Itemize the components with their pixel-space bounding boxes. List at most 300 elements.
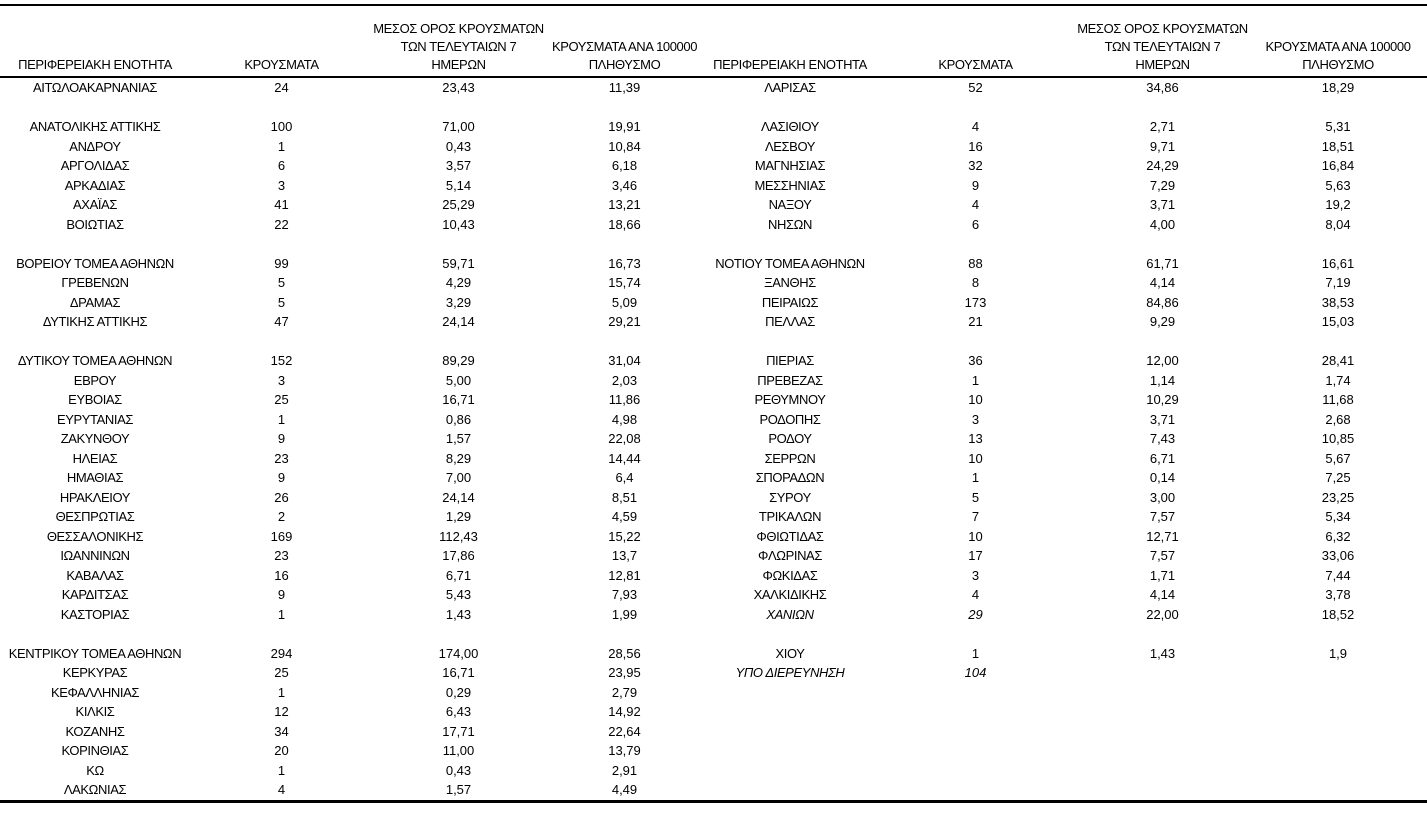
cases-cell: 13 (968, 431, 983, 446)
region-cell: ΚΟΖΑΝΗΣ (65, 723, 125, 739)
avg7-cell: 1,43 (1149, 645, 1176, 661)
per100k-cell: 22,08 (608, 431, 641, 446)
region-cell: ΣΥΡΟΥ (769, 489, 811, 505)
avg7-cell: 5,43 (445, 587, 472, 602)
per100k-cell: 11,68 (1322, 392, 1354, 407)
col-header-avg7-line1: ΜΕΣΟΣ ΟΡΟΣ ΚΡΟΥΣΜΑΤΩΝ (373, 21, 544, 36)
avg7-cell: 3,00 (1149, 489, 1176, 505)
cases-cell: 4 (277, 782, 286, 797)
region-cell: ΖΑΚΥΝΘΟΥ (60, 431, 130, 446)
cases-cell (190, 624, 373, 644)
cases-cell (875, 780, 1076, 800)
avg7-cell: 17,86 (442, 548, 475, 563)
bottom-rule (0, 800, 1427, 803)
avg7-cell (373, 98, 544, 118)
col-header-per100k-line2: ΠΛΗΘΥΣΜΟ (588, 57, 661, 72)
region-cell (705, 780, 875, 800)
per100k-cell: 8,04 (1325, 216, 1351, 232)
avg7-cell: 17,71 (442, 723, 475, 739)
per100k-cell (1249, 624, 1427, 644)
per100k-cell: 2,68 (1325, 411, 1351, 427)
avg7-cell (1076, 741, 1249, 761)
region-cell: ΚΕΝΤΡΙΚΟΥ ΤΟΜΕΑ ΑΘΗΝΩΝ (8, 645, 182, 661)
region-cell: ΙΩΑΝΝΙΝΩΝ (60, 548, 130, 563)
cases-cell (875, 234, 1076, 254)
cases-cell: 3 (971, 411, 980, 427)
region-cell (705, 702, 875, 722)
per100k-cell: 7,44 (1325, 567, 1351, 583)
avg7-cell: 4,14 (1149, 587, 1176, 602)
region-cell: ΛΑΡΙΣΑΣ (764, 80, 816, 95)
col-header-avg7-line2: ΤΩΝ ΤΕΛΕΥΤΑΙΩΝ 7 (400, 39, 517, 54)
avg7-cell: 24,14 (442, 314, 475, 329)
cases-cell: 100 (270, 119, 293, 134)
region-cell: ΞΑΝΘΗΣ (764, 275, 816, 290)
region-cell: ΣΠΟΡΑΔΩΝ (755, 470, 825, 485)
avg7-cell: 0,43 (445, 762, 472, 778)
region-cell: ΠΕΛΛΑΣ (765, 314, 815, 329)
avg7-cell: 1,71 (1149, 567, 1176, 583)
cases-cell: 6 (277, 158, 286, 173)
per100k-cell: 16,73 (608, 255, 641, 271)
region-cell: ΕΥΡΥΤΑΝΙΑΣ (56, 411, 134, 427)
cases-cell: 36 (968, 353, 983, 368)
avg7-cell: 1,57 (445, 431, 472, 446)
avg7-cell: 34,86 (1146, 80, 1179, 95)
cases-cell: 169 (270, 528, 293, 544)
avg7-cell: 1,29 (445, 509, 472, 524)
avg7-cell (373, 234, 544, 254)
per100k-cell: 6,32 (1325, 528, 1351, 544)
avg7-cell: 7,57 (1149, 509, 1176, 524)
cases-cell: 1 (277, 411, 286, 427)
cases-cell (875, 761, 1076, 781)
per100k-cell: 1,74 (1325, 372, 1351, 388)
table-header (0, 6, 1427, 76)
avg7-cell: 5,14 (445, 177, 472, 193)
avg7-cell: 16,71 (442, 665, 475, 680)
avg7-cell (1076, 761, 1249, 781)
cases-cell: 3 (277, 177, 286, 193)
col-header-per100k-line1: ΚΡΟΥΣΜΑΤΑ ΑΝΑ 100000 (1265, 39, 1411, 54)
col-header-avg7-line1: ΜΕΣΟΣ ΟΡΟΣ ΚΡΟΥΣΜΑΤΩΝ (1077, 21, 1248, 36)
col-header-avg7 (373, 20, 544, 76)
per100k-cell: 5,67 (1325, 450, 1351, 466)
cases-cell: 5 (277, 275, 286, 290)
per100k-cell (1249, 234, 1427, 254)
cases-cell: 6 (971, 216, 980, 232)
avg7-cell: 89,29 (442, 353, 475, 368)
per100k-cell: 5,09 (611, 294, 638, 310)
per100k-cell (1249, 683, 1427, 703)
avg7-cell (1076, 98, 1249, 118)
per100k-cell (1249, 663, 1427, 683)
avg7-cell: 6,43 (445, 704, 472, 719)
avg7-cell: 3,57 (445, 158, 472, 173)
avg7-cell: 10,43 (442, 216, 475, 232)
cases-cell: 25 (274, 665, 289, 680)
cases-cell (875, 722, 1076, 742)
cases-cell: 4 (971, 197, 980, 212)
cases-cell (875, 624, 1076, 644)
region-cell: ΣΕΡΡΩΝ (764, 450, 816, 466)
region-cell: ΧΑΝΙΩΝ (766, 606, 814, 622)
region-cell: ΑΡΓΟΛΙΔΑΣ (60, 158, 130, 173)
avg7-cell: 112,43 (439, 528, 478, 544)
avg7-cell: 0,29 (445, 684, 472, 700)
cases-cell: 23 (274, 548, 289, 563)
region-cell: ΝΗΣΩΝ (768, 216, 812, 232)
region-cell (0, 624, 190, 644)
cases-cell: 41 (274, 197, 289, 212)
avg7-cell: 1,57 (445, 782, 472, 797)
region-cell: ΜΑΓΝΗΣΙΑΣ (754, 158, 826, 173)
avg7-cell (1076, 702, 1249, 722)
per100k-cell: 2,03 (611, 372, 638, 388)
cases-cell: 34 (274, 723, 289, 739)
per100k-cell: 15,74 (608, 275, 641, 290)
region-cell: ΚΕΦΑΛΛΗΝΙΑΣ (50, 684, 140, 700)
per100k-cell: 3,46 (611, 177, 638, 193)
region-cell: ΠΡΕΒΕΖΑΣ (757, 372, 823, 388)
col-header-per100k (544, 38, 705, 76)
avg7-cell: 3,71 (1149, 411, 1176, 427)
per100k-cell (544, 234, 705, 254)
avg7-cell: 7,57 (1149, 548, 1176, 563)
region-cell: ΚΑΡΔΙΤΣΑΣ (61, 587, 129, 602)
cases-cell: 3 (971, 567, 980, 583)
cases-cell: 10 (968, 528, 983, 544)
per100k-cell: 4,49 (611, 782, 638, 797)
region-cell: ΡΟΔΟΥ (768, 431, 812, 446)
region-cell: ΚΕΡΚΥΡΑΣ (62, 665, 128, 680)
per100k-cell: 12,81 (608, 567, 641, 583)
region-cell: ΝΑΞΟΥ (768, 197, 812, 212)
per100k-cell: 29,21 (608, 314, 641, 329)
region-cell: ΘΕΣΣΑΛΟΝΙΚΗΣ (46, 528, 144, 544)
cases-cell: 1 (277, 762, 286, 778)
avg7-cell (1076, 624, 1249, 644)
per100k-cell: 13,79 (608, 743, 641, 758)
cases-cell: 7 (971, 509, 980, 524)
avg7-cell: 11,00 (442, 743, 475, 758)
region-cell: ΦΛΩΡΙΝΑΣ (758, 548, 822, 563)
per100k-cell: 18,51 (1321, 138, 1355, 154)
cases-cell: 9 (277, 587, 286, 602)
avg7-cell (1076, 332, 1249, 352)
region-cell (0, 332, 190, 352)
cases-cell: 29 (968, 606, 983, 622)
avg7-cell: 4,29 (445, 275, 472, 290)
avg7-cell: 0,86 (445, 411, 472, 427)
region-cell: ΒΟΙΩΤΙΑΣ (66, 216, 124, 232)
region-cell: ΔΥΤΙΚΗΣ ΑΤΤΙΚΗΣ (42, 314, 148, 329)
per100k-cell: 18,29 (1321, 80, 1355, 95)
cases-cell (875, 332, 1076, 352)
cases-cell: 16 (968, 138, 983, 154)
per100k-cell (1249, 741, 1427, 761)
avg7-cell: 0,14 (1149, 470, 1176, 485)
region-cell: ΕΥΒΟΙΑΣ (68, 392, 122, 407)
per100k-cell: 16,84 (1321, 158, 1355, 173)
cases-cell (190, 332, 373, 352)
per100k-cell: 13,21 (608, 197, 641, 212)
col-header-avg7-line3: ΗΜΕΡΩΝ (1135, 57, 1190, 72)
per100k-cell: 6,18 (611, 158, 638, 173)
region-cell: ΡΕΘΥΜΝΟΥ (754, 392, 826, 407)
col-header-cases (875, 56, 1076, 76)
per100k-cell: 15,03 (1321, 314, 1355, 329)
col-header-cases-label: ΚΡΟΥΣΜΑΤΑ (244, 57, 319, 72)
cases-cell: 26 (274, 489, 289, 505)
cases-cell: 47 (274, 314, 289, 329)
cases-cell: 21 (968, 314, 983, 329)
per100k-cell: 22,64 (608, 723, 641, 739)
cases-cell (875, 98, 1076, 118)
avg7-cell: 8,29 (445, 450, 472, 466)
col-header-region-label: ΠΕΡΙΦΕΡΕΙΑΚΗ ΕΝΟΤΗΤΑ (18, 57, 172, 72)
region-cell (705, 683, 875, 703)
per100k-cell: 28,41 (1321, 353, 1355, 368)
per100k-cell: 11,86 (608, 392, 641, 407)
per100k-cell: 28,56 (608, 645, 641, 661)
region-cell: ΦΘΙΩΤΙΔΑΣ (756, 528, 824, 544)
avg7-cell: 9,71 (1149, 138, 1176, 154)
avg7-cell: 9,29 (1149, 314, 1176, 329)
per100k-cell: 14,92 (608, 704, 641, 719)
cases-cell: 24 (274, 80, 289, 95)
avg7-cell (373, 332, 544, 352)
per100k-cell: 7,93 (611, 587, 638, 602)
per100k-cell: 4,98 (611, 411, 638, 427)
per100k-cell (1249, 780, 1427, 800)
avg7-cell: 1,43 (445, 606, 472, 622)
per100k-cell: 7,19 (1325, 275, 1351, 290)
cases-cell: 294 (270, 645, 293, 661)
per100k-cell: 5,34 (1325, 509, 1351, 524)
cases-cell: 99 (274, 255, 289, 271)
avg7-cell: 0,43 (445, 138, 472, 154)
per100k-cell (1249, 98, 1427, 118)
cases-cell: 1 (277, 138, 286, 154)
cases-cell: 2 (277, 509, 286, 524)
region-cell: ΦΩΚΙΔΑΣ (762, 567, 818, 583)
region-cell: ΚΙΛΚΙΣ (75, 704, 115, 719)
region-cell (705, 332, 875, 352)
per100k-cell: 16,61 (1321, 255, 1355, 271)
avg7-cell: 22,00 (1146, 606, 1179, 622)
avg7-cell: 3,71 (1149, 197, 1176, 212)
region-cell: ΒΟΡΕΙΟΥ ΤΟΜΕΑ ΑΘΗΝΩΝ (16, 255, 174, 271)
region-cell (705, 234, 875, 254)
region-cell: ΔΡΑΜΑΣ (69, 294, 121, 310)
avg7-cell: 24,14 (442, 489, 475, 505)
avg7-cell: 6,71 (1149, 450, 1176, 466)
avg7-cell: 12,00 (1146, 353, 1179, 368)
region-cell (705, 722, 875, 742)
cases-cell: 9 (277, 470, 286, 485)
col-header-region (0, 56, 190, 76)
cases-cell: 5 (971, 489, 980, 505)
per100k-cell (1249, 722, 1427, 742)
avg7-cell: 59,71 (442, 255, 475, 271)
per100k-cell: 15,22 (608, 528, 641, 544)
per100k-cell: 1,99 (611, 606, 638, 622)
avg7-cell (1076, 683, 1249, 703)
col-header-region-label: ΠΕΡΙΦΕΡΕΙΑΚΗ ΕΝΟΤΗΤΑ (713, 57, 867, 72)
region-cell: ΠΙΕΡΙΑΣ (766, 353, 814, 368)
per100k-cell: 1,9 (1328, 645, 1348, 661)
cases-cell: 1 (277, 606, 286, 622)
cases-cell: 10 (968, 450, 983, 466)
region-cell: ΗΜΑΘΙΑΣ (66, 470, 124, 485)
cases-cell: 16 (274, 567, 289, 583)
region-cell: ΗΛΕΙΑΣ (72, 450, 118, 466)
avg7-cell: 25,29 (442, 197, 475, 212)
avg7-cell: 174,00 (438, 645, 479, 661)
col-header-avg7-line2: ΤΩΝ ΤΕΛΕΥΤΑΙΩΝ 7 (1104, 39, 1221, 54)
region-cell: ΧΑΛΚΙΔΙΚΗΣ (753, 587, 827, 602)
col-header-avg7-line3: ΗΜΕΡΩΝ (431, 57, 486, 72)
avg7-cell: 71,00 (442, 119, 475, 134)
cases-cell: 152 (270, 353, 293, 368)
cases-cell: 1 (277, 684, 286, 700)
cases-cell: 9 (971, 177, 980, 193)
cases-cell: 104 (964, 665, 987, 680)
per100k-cell (1249, 332, 1427, 352)
avg7-cell: 4,00 (1149, 216, 1176, 232)
region-cell: ΚΟΡΙΝΘΙΑΣ (61, 743, 129, 758)
avg7-cell: 16,71 (442, 392, 475, 407)
cases-cell (875, 702, 1076, 722)
per100k-cell: 38,53 (1321, 294, 1355, 310)
per100k-cell: 10,84 (608, 138, 641, 154)
cases-cell: 9 (277, 431, 286, 446)
avg7-cell: 84,86 (1146, 294, 1179, 310)
cases-cell: 52 (968, 80, 983, 95)
region-cell: ΤΡΙΚΑΛΩΝ (758, 509, 822, 524)
col-header-per100k-line1: ΚΡΟΥΣΜΑΤΑ ΑΝΑ 100000 (551, 39, 698, 54)
per100k-cell: 18,52 (1321, 606, 1355, 622)
cases-cell: 25 (274, 392, 289, 407)
col-header-cases-label: ΚΡΟΥΣΜΑΤΑ (938, 57, 1013, 72)
col-header-per100k (1249, 38, 1427, 76)
per100k-cell (1249, 761, 1427, 781)
cases-cell (875, 683, 1076, 703)
avg7-cell (373, 624, 544, 644)
region-cell: ΘΕΣΠΡΩΤΙΑΣ (55, 509, 135, 524)
region-cell: ΗΡΑΚΛΕΙΟΥ (59, 489, 131, 505)
region-cell: ΝΟΤΙΟΥ ΤΟΜΕΑ ΑΘΗΝΩΝ (715, 255, 865, 271)
region-cell: ΡΟΔΟΠΗΣ (759, 411, 821, 427)
region-cell: ΛΑΚΩΝΙΑΣ (63, 782, 127, 797)
col-header-cases (190, 56, 373, 76)
avg7-cell (1076, 663, 1249, 683)
per100k-cell (544, 624, 705, 644)
cases-cell: 1 (971, 372, 980, 388)
region-cell: ΚΑΒΑΛΑΣ (66, 567, 124, 583)
cases-cell: 5 (277, 294, 286, 310)
region-cell: ΛΑΣΙΘΙΟΥ (761, 119, 819, 134)
region-cell: ΚΑΣΤΟΡΙΑΣ (60, 606, 130, 622)
col-header-avg7 (1076, 20, 1249, 76)
per100k-cell: 2,79 (611, 684, 638, 700)
region-cell (705, 624, 875, 644)
per100k-cell: 14,44 (608, 450, 641, 466)
per100k-cell: 4,59 (611, 509, 638, 524)
cases-cell: 173 (964, 294, 987, 310)
cases-cell (190, 98, 373, 118)
per100k-cell: 23,95 (608, 665, 641, 680)
cases-cell: 4 (971, 587, 980, 602)
avg7-cell: 7,29 (1149, 177, 1176, 193)
per100k-cell: 5,63 (1325, 177, 1351, 193)
avg7-cell: 24,29 (1146, 158, 1179, 173)
cases-cell: 20 (274, 743, 289, 758)
per100k-cell: 11,39 (608, 80, 641, 95)
region-cell: ΜΕΣΣΗΝΙΑΣ (754, 177, 826, 193)
avg7-cell (1076, 780, 1249, 800)
table-body (0, 78, 1427, 800)
cases-cell: 88 (968, 255, 983, 271)
cases-cell: 10 (968, 392, 983, 407)
avg7-cell: 3,29 (445, 294, 472, 310)
region-cell: ΠΕΙΡΑΙΩΣ (761, 294, 819, 310)
per100k-cell: 19,2 (1325, 197, 1351, 212)
avg7-cell: 12,71 (1146, 528, 1179, 544)
cases-cell: 23 (274, 450, 289, 466)
col-header-region (705, 56, 875, 76)
per100k-cell: 7,25 (1325, 470, 1351, 485)
col-header-per100k-line2: ΠΛΗΘΥΣΜΟ (1302, 57, 1374, 72)
avg7-cell (1076, 234, 1249, 254)
per100k-cell: 10,85 (1321, 431, 1355, 446)
region-cell: ΑΝΔΡΟΥ (69, 138, 121, 154)
per100k-cell (1249, 702, 1427, 722)
region-cell: ΑΡΚΑΔΙΑΣ (64, 177, 126, 193)
avg7-cell: 10,29 (1146, 392, 1179, 407)
cases-cell: 4 (971, 119, 980, 134)
region-cell: ΓΡΕΒΕΝΩΝ (61, 275, 129, 290)
per100k-cell: 6,4 (615, 470, 634, 485)
region-cell: ΑΝΑΤΟΛΙΚΗΣ ΑΤΤΙΚΗΣ (29, 119, 161, 134)
cases-cell: 8 (971, 275, 980, 290)
per100k-cell: 3,78 (1325, 587, 1351, 602)
cases-cell: 22 (274, 216, 289, 232)
per100k-cell: 2,91 (611, 762, 638, 778)
region-cell: ΔΥΤΙΚΟΥ ΤΟΜΕΑ ΑΘΗΝΩΝ (17, 353, 173, 368)
region-cell (705, 98, 875, 118)
region-cell: ΑΧΑΪΑΣ (73, 197, 117, 212)
per100k-cell: 33,06 (1321, 548, 1355, 563)
avg7-cell: 61,71 (1146, 255, 1179, 271)
cases-cell: 17 (968, 548, 983, 563)
region-cell: ΚΩ (86, 762, 104, 778)
per100k-cell (544, 332, 705, 352)
cases-cell: 1 (971, 645, 980, 661)
region-cell: ΑΙΤΩΛΟΑΚΑΡΝΑΝΙΑΣ (32, 80, 158, 95)
region-cell: ΛΕΣΒΟΥ (764, 138, 816, 154)
cases-cell (875, 741, 1076, 761)
avg7-cell (1076, 722, 1249, 742)
cases-cell: 3 (277, 372, 286, 388)
per100k-cell: 23,25 (1321, 489, 1355, 505)
per100k-cell: 31,04 (608, 353, 641, 368)
cases-cell (190, 234, 373, 254)
avg7-cell: 4,14 (1149, 275, 1176, 290)
per100k-cell: 5,31 (1325, 119, 1351, 134)
region-cell (705, 741, 875, 761)
